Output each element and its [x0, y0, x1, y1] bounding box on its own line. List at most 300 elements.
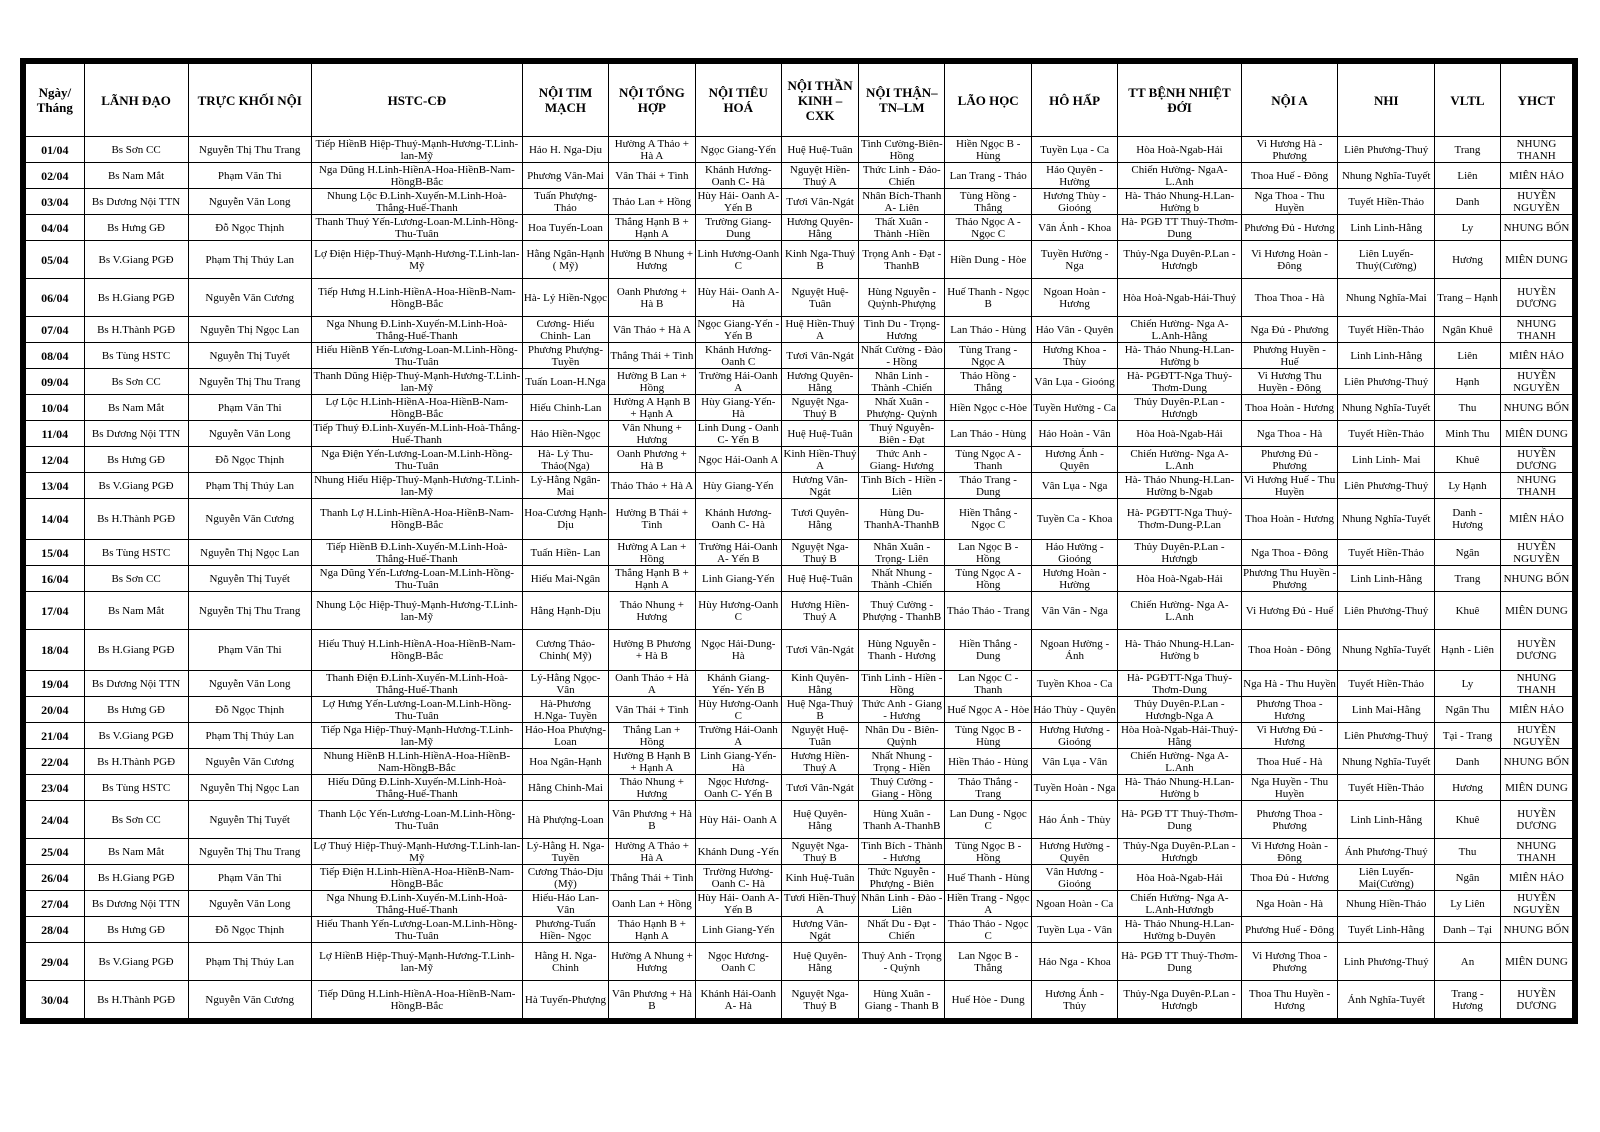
table-cell: Bs V.Giang PGĐ — [84, 723, 188, 749]
column-header: HÔ HẤP — [1031, 64, 1117, 137]
table-cell: Chiến Hường- Nga A-L.Anh-Hươngb — [1118, 891, 1241, 917]
table-cell: Nhung HiềnB H.Linh-HiềnA-Hoa-HiềnB-Nam-HồngB-Bắc — [311, 749, 522, 775]
table-cell: Hòa Hoà-Ngab-Hải-Thuý — [1118, 279, 1241, 317]
table-cell: Nhung Nghĩa-Tuyết — [1338, 395, 1435, 421]
table-cell: Bs H.Giang PGĐ — [84, 865, 188, 891]
table-cell: Hà-Phương H.Nga- Tuyền — [522, 697, 608, 723]
table-cell: Nguyễn Văn Cương — [188, 279, 311, 317]
table-cell: Thảo Nhung + Hương — [609, 592, 695, 630]
table-cell: Phạm Thị Thúy Lan — [188, 943, 311, 981]
table-cell: Thanh Lộc Yến-Lương-Loan-M.Linh-Hồng-Thu-Tuân — [311, 801, 522, 839]
table-cell: Bs Dương Nội TTN — [84, 671, 188, 697]
table-cell: Bs V.Giang PGĐ — [84, 473, 188, 499]
table-cell: Vân Thái + Tình — [609, 163, 695, 189]
table-cell: Hiếu HiềnB Yến-Lương-Loan-M.Linh-Hồng-Thu-Tuân — [311, 343, 522, 369]
table-cell: Ly — [1435, 671, 1501, 697]
column-header: HSTC-CĐ — [311, 64, 522, 137]
table-row — [26, 981, 1573, 1019]
table-cell: Danh — [1435, 749, 1501, 775]
table-cell: Nhất Du - Đạt - Chiến — [859, 917, 945, 943]
table-row — [26, 943, 1573, 981]
table-cell: Tùng Trang - Ngọc A — [945, 343, 1031, 369]
table-cell: Hằng Ngân-Hạnh ( Mỹ) — [522, 241, 608, 279]
table-cell: Bs Sơn CC — [84, 801, 188, 839]
table-cell: Nhất Xuân - Phượng- Quỳnh — [859, 395, 945, 421]
column-header: NỘI TỔNG HỢP — [609, 64, 695, 137]
table-cell: Thức Anh - Giang - Hương — [859, 697, 945, 723]
table-cell: Hùy Giang-Yến — [695, 473, 781, 499]
table-cell: Vi Hương Thu Huyền - Đông — [1241, 369, 1338, 395]
table-cell: Hảo Vân - Quyên — [1031, 317, 1117, 343]
table-cell: NHUNG THANH — [1500, 671, 1572, 697]
table-cell: Nguyễn Thị Thu Trang — [188, 592, 311, 630]
table-cell: Chiến Hường- Nga A-L.Anh — [1118, 592, 1241, 630]
table-cell: Thảo Lan + Hồng — [609, 189, 695, 215]
table-cell: Lan Thảo - Hùng — [945, 317, 1031, 343]
table-cell: Ngân Khuê — [1435, 317, 1501, 343]
table-cell: Thủy Duyên-P.Lan - Hươngb — [1118, 395, 1241, 421]
table-cell: Tươi Vân-Ngát — [781, 189, 858, 215]
table-cell: Thanh Thuý Yến-Lương-Loan-M.Linh-Hồng-Thu-Tuân — [311, 215, 522, 241]
table-cell: Bs Sơn CC — [84, 566, 188, 592]
table-cell: Nguyễn Văn Cương — [188, 749, 311, 775]
table-cell: Lý-Hằng Ngân-Mai — [522, 473, 608, 499]
table-cell: Hòa Hoà-Ngab-Hải — [1118, 137, 1241, 163]
table-cell: Ly Hạnh — [1435, 473, 1501, 499]
table-cell: Nhân Linh - Thành -Chiến — [859, 369, 945, 395]
table-cell: Hùng Nguyễn - Thanh - Hương — [859, 630, 945, 671]
table-cell: Nga Nhung Đ.Linh-Xuyến-M.Linh-Hoà-Thắng-Huế-Thanh — [311, 891, 522, 917]
table-cell: Liên Luyến-Thuý(Cường) — [1338, 241, 1435, 279]
table-cell: Đỗ Ngọc Thịnh — [188, 917, 311, 943]
table-row — [26, 891, 1573, 917]
table-cell: Nguyễn Văn Long — [188, 671, 311, 697]
table-cell: Hiếu-Hảo Lan-Vân — [522, 891, 608, 917]
date-cell: 25/04 — [26, 839, 85, 865]
table-cell: Tiếp Thuý Đ.Linh-Xuyến-M.Linh-Hoà-Thắng-Huế-Thanh — [313, 421, 521, 446]
table-cell: Hùy Hương-Oanh C — [695, 697, 781, 723]
table-cell: NHUNG THANH — [1500, 473, 1572, 499]
column-header: TT BỆNH NHIỆT ĐỚI — [1118, 64, 1241, 137]
table-cell: Hà- Thảo Nhung-H.Lan-Hường b-Duyên — [1118, 917, 1241, 943]
table-cell: Bs Dương Nội TTN — [84, 189, 188, 215]
table-cell: Khuê — [1435, 592, 1501, 630]
table-cell: Thu — [1435, 395, 1501, 421]
table-cell: Bs V.Giang PGĐ — [84, 943, 188, 981]
table-cell: Nhân Du - Biên- Quỳnh — [859, 723, 945, 749]
table-cell: Nguyệt Huệ-Tuân — [781, 723, 858, 749]
table-cell: Nga Thoa - Hà — [1241, 421, 1338, 447]
table-cell: Tuyền Khoa - Ca — [1031, 671, 1117, 697]
table-cell: Linh Giang-Yến- Hà — [695, 749, 781, 775]
table-cell: HUYỀN NGUYỀN — [1500, 723, 1572, 749]
table-cell: Cương Thảo-Dịu (Mỹ) — [522, 865, 608, 891]
table-cell: Phạm Thị Thúy Lan — [188, 473, 311, 499]
table-cell: Trọng Anh - Đạt - ThanhB — [859, 241, 945, 279]
table-cell: MIÊN HẢO — [1500, 499, 1572, 540]
table-cell: Hảo Nga - Khoa — [1031, 943, 1117, 981]
table-cell: HUYỀN DƯƠNG — [1500, 630, 1572, 671]
table-cell: Thủy-Nga Duyên-P.Lan - Hươngb — [1118, 981, 1241, 1019]
table-cell: Thủy Duyên-P.Lan - Hươngb-Nga A — [1118, 697, 1241, 723]
table-cell: Vi Hương Hà - Phương — [1241, 137, 1338, 163]
table-cell: Kinh Huệ-Tuân — [781, 865, 858, 891]
date-cell: 28/04 — [26, 917, 85, 943]
table-cell: Nguyễn Thị Thu Trang — [188, 839, 311, 865]
table-cell: Hương Vân-Ngát — [781, 917, 858, 943]
table-cell: Hiếu Chinh-Lan — [522, 395, 608, 421]
table-cell: Khánh Hương-Oanh C- Hà — [695, 163, 781, 189]
table-cell: HUYỀN DƯƠNG — [1500, 981, 1572, 1019]
table-row — [26, 343, 1573, 369]
table-cell: Khánh Hải-Oanh A- Hà — [695, 981, 781, 1019]
table-cell: Hương Quyên- Hằng — [781, 215, 858, 241]
table-cell: Phạm Thị Thúy Lan — [188, 241, 311, 279]
table-cell: Nguyễn Thị Tuyết — [188, 566, 311, 592]
table-cell: Liên Phương-Thuý — [1338, 592, 1435, 630]
table-cell: Hương Khoa - Thùy — [1031, 343, 1117, 369]
table-cell: Huế Hòe - Dung — [945, 981, 1031, 1019]
table-cell: Huế Thanh - Hùng — [945, 865, 1031, 891]
table-cell: Thắng Thái + Tình — [609, 865, 695, 891]
table-cell: Oanh Phương + Hà B — [609, 279, 695, 317]
table-cell: Phương Huyền - Huế — [1241, 343, 1338, 369]
table-row — [26, 775, 1573, 801]
date-cell: 01/04 — [26, 137, 85, 163]
table-cell: Thảo Hồng - Thắng — [945, 369, 1031, 395]
table-cell: Huế Ngọc A - Hòe — [945, 697, 1031, 723]
table-cell: Thức Linh - Đảo- Chiến — [859, 163, 945, 189]
table-cell: Tuyết Linh-Hằng — [1338, 917, 1435, 943]
table-row — [26, 839, 1573, 865]
table-cell: Trường Hải-Oanh A- Yến B — [695, 540, 781, 566]
table-cell: Hương Hiền-Thuý A — [781, 749, 858, 775]
table-cell: Chiến Hường- Nga A-L.Anh-Hằng — [1118, 317, 1241, 343]
table-cell: Bs H.Giang PGĐ — [84, 279, 188, 317]
table-cell: Vân Lụa - Nga — [1031, 473, 1117, 499]
table-cell: Bs Tùng HSTC — [84, 540, 188, 566]
table-cell: Nguyễn Thị Ngọc Lan — [188, 775, 311, 801]
table-cell: Tình Bích - Hiền - Liên — [859, 473, 945, 499]
date-cell: 18/04 — [26, 630, 85, 671]
table-cell: Hương Ánh - Thủy — [1031, 981, 1117, 1019]
table-cell: Hoa Ngân-Hạnh — [522, 749, 608, 775]
table-cell: Hương — [1435, 775, 1501, 801]
table-cell: Hiếu Mai-Ngân — [522, 566, 608, 592]
table-cell: Ly — [1435, 215, 1501, 241]
table-cell: Tùng Ngọc A - Hồng — [945, 566, 1031, 592]
table-cell: Lý-Hằng Ngọc-Vân — [522, 671, 608, 697]
table-cell: Ngọc Hương-Oanh C — [695, 943, 781, 981]
table-cell: Lợ HiềnB Hiệp-Thuý-Mạnh-Hương-T.Linh-lan-Mỹ — [311, 943, 522, 981]
table-cell: Hảo-Hoa Phượng- Loan — [522, 723, 608, 749]
table-cell: Lan Ngọc B - Thắng — [945, 943, 1031, 981]
date-cell: 07/04 — [26, 317, 85, 343]
table-cell: Hà- PGĐ TT Thuỷ-Thơm-Dung — [1118, 801, 1241, 839]
table-cell: Vân Phương + Hà B — [609, 801, 695, 839]
table-cell: Vân Lụa - Vân — [1031, 749, 1117, 775]
table-cell: Hường A Lan + Hồng — [609, 540, 695, 566]
table-row — [26, 137, 1573, 163]
table-cell: Thoa Huế - Đông — [1241, 163, 1338, 189]
table-cell: Hà- Thảo Nhung-H.Lan-Hường b — [1118, 775, 1241, 801]
table-cell: Hiền Thắng - Ngọc C — [945, 499, 1031, 540]
table-cell: Ngoan Hoàn - Ca — [1031, 891, 1117, 917]
table-cell: Tuyền Hường - Nga — [1031, 241, 1117, 279]
table-cell: HUYỀN DƯƠNG — [1500, 447, 1572, 473]
table-cell: Trường Giang-Dung — [695, 215, 781, 241]
table-cell: HUYỀN NGUYỀN — [1500, 891, 1572, 917]
table-cell: Bs Hưng GĐ — [84, 917, 188, 943]
table-cell: Hằng Chinh-Mai — [522, 775, 608, 801]
table-cell: Thắng Hạnh B + Hạnh A — [609, 566, 695, 592]
table-cell: NHUNG BỐN — [1500, 917, 1572, 943]
table-cell: Lợ Điện Hiệp-Thuý-Mạnh-Hương-T.Linh-lan-Mỹ — [311, 241, 522, 279]
table-cell: Lan Ngọc B - Hồng — [945, 540, 1031, 566]
table-cell: Hà- PGĐTT-Nga Thuỷ-Thơm-Dung-P.Lan — [1118, 499, 1241, 540]
table-cell: Vi Hương Huế - Thu Huyền — [1241, 473, 1338, 499]
table-cell: Nguyệt Hiền-Thuý A — [781, 163, 858, 189]
table-cell: Huệ Huệ-Tuân — [781, 137, 858, 163]
table-cell: Hà- Thảo Nhung-H.Lan-Hường b — [1118, 343, 1241, 369]
table-cell: Huệ Hiền-Thuý A — [781, 317, 858, 343]
table-cell: Ngọc Giang-Yến — [695, 137, 781, 163]
table-cell: Hà- PGĐTT-Nga Thuỷ-Thơm-Dung — [1118, 671, 1241, 697]
table-cell: Liên Phương-Thuý — [1338, 369, 1435, 395]
table-cell: HUYỀN NGUYỀN — [1500, 369, 1572, 395]
table-cell: Thoa Thoa - Hà — [1241, 279, 1338, 317]
date-cell: 20/04 — [26, 697, 85, 723]
table-cell: Bs H.Thành PGĐ — [84, 499, 188, 540]
table-cell: Hiếu Thuý H.Linh-HiềnA-Hoa-HiềnB-Nam-HồngB-Bắc — [311, 630, 522, 671]
table-cell: Danh - Hương — [1435, 499, 1501, 540]
table-cell: Đỗ Ngọc Thịnh — [188, 215, 311, 241]
table-cell: Thắng Lan + Hồng — [609, 723, 695, 749]
table-cell: Hòa Hoà-Ngab-Hải — [1118, 566, 1241, 592]
table-cell: Bs Hưng GĐ — [84, 697, 188, 723]
table-cell: Thủy-Nga Duyên-P.Lan - Hươngb — [1118, 839, 1241, 865]
table-row — [26, 163, 1573, 189]
table-cell: Linh Dung - Oanh C- Yến B — [695, 421, 781, 447]
table-cell: Kinh Hiền-Thuý A — [781, 447, 858, 473]
table-cell: Bs Nam Mắt — [84, 163, 188, 189]
table-cell: Trường Hải-Oanh A — [695, 369, 781, 395]
table-cell: HUYỀN NGUYỀN — [1500, 540, 1572, 566]
date-cell: 17/04 — [26, 592, 85, 630]
header-row — [26, 64, 1573, 137]
table-cell: Bs Nam Mắt — [84, 395, 188, 421]
table-row — [26, 447, 1573, 473]
table-row — [26, 421, 1573, 447]
table-cell: Tuyết Hiền-Thảo — [1338, 671, 1435, 697]
table-cell: Huế Thanh - Ngọc B — [945, 279, 1031, 317]
table-cell: Nga Hà - Thu Huyền — [1241, 671, 1338, 697]
date-cell: 22/04 — [26, 749, 85, 775]
table-cell: NHUNG THANH — [1500, 137, 1572, 163]
date-cell: 24/04 — [26, 801, 85, 839]
table-cell: Thảo Ngọc A - Ngọc C — [945, 215, 1031, 241]
table-row — [26, 499, 1573, 540]
table-cell: Huệ Quyên-Hằng — [781, 943, 858, 981]
table-cell: Liên — [1435, 163, 1501, 189]
table-cell: Nguyệt Nga-Thuý B — [781, 839, 858, 865]
table-cell: Danh – Tại — [1435, 917, 1501, 943]
table-cell: Khánh Dung -Yến — [695, 839, 781, 865]
table-cell: Hường B Phương + Hà B — [609, 630, 695, 671]
table-cell: Chiến Hường- Nga A-L.Anh — [1118, 447, 1241, 473]
table-cell: Phạm Văn Thi — [188, 163, 311, 189]
table-cell: Khuê — [1435, 447, 1501, 473]
table-cell: Thảo Thảo + Hà A — [609, 473, 695, 499]
table-cell: Hùng Xuân - Thanh A-ThanhB — [859, 801, 945, 839]
table-cell: Linh Hương-Oanh C — [695, 241, 781, 279]
date-cell: 08/04 — [26, 343, 85, 369]
table-cell: Vi Hương Đủ - Huế — [1241, 592, 1338, 630]
table-cell: Nguyễn Văn Cương — [188, 981, 311, 1019]
table-cell: Phương-Tuấn Hiền- Ngọc — [522, 917, 608, 943]
table-row — [26, 723, 1573, 749]
table-cell: Thuý Nguyễn-Biên - Đạt — [859, 421, 945, 447]
table-cell: Lý-Hằng H. Nga- Tuyền — [522, 839, 608, 865]
table-cell: Hường A Thảo + Hà A — [609, 137, 695, 163]
table-cell: Bs H.Thành PGĐ — [84, 317, 188, 343]
table-row — [26, 395, 1573, 421]
table-cell: Hiền Thảo - Hùng — [945, 749, 1031, 775]
table-cell: Thắng Thái + Tình — [609, 343, 695, 369]
table-cell: MIÊN DUNG — [1500, 775, 1572, 801]
table-cell: HUYỀN DƯƠNG — [1500, 279, 1572, 317]
column-header: LÃO HỌC — [945, 64, 1031, 137]
table-cell: Hùng Nguyễn - Quỳnh-Phượng — [859, 279, 945, 317]
table-cell: Hà- Lý Thu-Thảo(Nga) — [522, 447, 608, 473]
table-cell: Hường A Hạnh B + Hạnh A — [609, 395, 695, 421]
table-cell: Kinh Nga-Thuý B — [781, 241, 858, 279]
table-cell: Cương- Hiếu Chinh- Lan — [522, 317, 608, 343]
table-cell: Huệ Huệ-Tuân — [781, 566, 858, 592]
table-row — [26, 566, 1573, 592]
table-cell: Lợ Thuý Hiệp-Thuý-Mạnh-Hương-T.Linh-lan-Mỹ — [313, 839, 521, 864]
table-cell: Nguyệt Nga-Thuý B — [781, 540, 858, 566]
date-cell: 13/04 — [26, 473, 85, 499]
table-cell: Bs Nam Mắt — [84, 592, 188, 630]
table-cell: Vi Hương Thoa - Phương — [1241, 943, 1338, 981]
table-cell: Hùng Xuân - Giang - Thanh B — [859, 981, 945, 1019]
table-cell: Tùng Ngọc B - Hồng — [945, 839, 1031, 865]
table-cell: Nhân Xuân - Trọng- Liên — [859, 540, 945, 566]
table-cell: Tuyền Lụa - Vân — [1031, 917, 1117, 943]
table-cell: Nga Thoa - Thu Huyền — [1241, 189, 1338, 215]
table-cell: Thanh Lợ H.Linh-HiềnA-Hoa-HiềnB-Nam-HồngB-Bắc — [311, 499, 522, 540]
table-cell: Huệ Nga-Thuý B — [781, 697, 858, 723]
table-cell: Hường A Nhung + Hương — [609, 943, 695, 981]
table-cell: Tuyết Hiền-Thảo — [1338, 540, 1435, 566]
table-cell: Tiếp Dũng H.Linh-HiềnA-Hoa-HiềnB-Nam-HồngB-Bắc — [311, 981, 522, 1019]
column-header: NỘI TIM MẠCH — [522, 64, 608, 137]
table-cell: Bs Dương Nội TTN — [84, 421, 188, 447]
table-cell: Tình Du - Trọng- Hương — [859, 317, 945, 343]
table-cell: NHUNG THANH — [1500, 317, 1572, 343]
table-cell: Tùng Ngọc B - Hùng — [945, 723, 1031, 749]
table-cell: Ngoan Hoàn - Hương — [1031, 279, 1117, 317]
table-cell: Hiền Trang - Ngọc A — [946, 891, 1030, 916]
table-cell: Vi Hương Đủ - Hương — [1241, 723, 1338, 749]
table-cell: Tươi Hiền-Thuý A — [781, 891, 858, 917]
table-cell: Thảo Thắng - Trang — [945, 775, 1031, 801]
table-cell: MIÊN DUNG — [1500, 421, 1572, 447]
table-cell: Nhung Lộc Đ.Linh-Xuyến-M.Linh-Hoà-Thắng-Huế-Thanh — [311, 189, 522, 215]
table-cell: Tươi Vân-Ngát — [781, 343, 858, 369]
table-cell: Nhất Cường - Đào - Hồng — [859, 343, 945, 369]
table-cell: Cương Thảo-Chinh( Mỹ) — [522, 630, 608, 671]
table-cell: Phương Huế - Đông — [1241, 917, 1338, 943]
table-cell: Tuyết Hiền-Thảo — [1338, 421, 1435, 447]
table-cell: Nga Huyền - Thu Huyền — [1241, 775, 1338, 801]
table-cell: Tùng Ngọc A - Thanh — [945, 447, 1031, 473]
date-cell: 05/04 — [26, 241, 85, 279]
table-cell: Nga Hoàn - Hà — [1241, 891, 1338, 917]
table-cell: MIÊN HẢO — [1500, 343, 1572, 369]
table-cell: Nhung Nghĩa-Tuyết — [1338, 630, 1435, 671]
table-cell: Vân Thảo + Hà A — [609, 317, 695, 343]
table-cell: Liên Phương-Thuý — [1338, 473, 1435, 499]
table-cell: Hà- PGĐ TT Thuỷ-Thơm-Dung — [1118, 943, 1241, 981]
table-cell: Hảo H. Nga-Dịu — [522, 137, 608, 163]
table-cell: Oanh Lan + Hồng — [609, 891, 695, 917]
table-cell: Phương Thu Huyền - Phương — [1242, 566, 1337, 591]
table-cell: Khánh Hương-Oanh C — [695, 343, 781, 369]
table-cell: NHUNG BỐN — [1500, 749, 1572, 775]
roster-body — [26, 137, 1573, 1019]
date-cell: 26/04 — [26, 865, 85, 891]
table-row — [26, 671, 1573, 697]
table-cell: Linh Giang-Yến — [695, 917, 781, 943]
table-cell: HUYỀN NGUYỀN — [1500, 189, 1572, 215]
table-cell: Hường B Nhung + Hương — [609, 241, 695, 279]
table-row — [26, 279, 1573, 317]
column-header: LÃNH ĐẠO — [84, 64, 188, 137]
column-header: TRỰC KHỐI NỘI — [188, 64, 311, 137]
table-cell: MIÊN DUNG — [1500, 943, 1572, 981]
table-cell: Huệ Huệ-Tuân — [781, 421, 858, 447]
table-row — [26, 749, 1573, 775]
table-cell: Lan Dung - Ngọc C — [945, 801, 1031, 839]
table-row — [26, 801, 1573, 839]
table-cell: Liên — [1435, 343, 1501, 369]
table-cell: Hương Thùy - Gioóng — [1031, 189, 1117, 215]
table-cell: Thanh Điện Đ.Linh-Xuyến-M.Linh-Hoà-Thắng-Huế-Thanh — [311, 671, 522, 697]
date-cell: 11/04 — [26, 421, 85, 447]
table-cell: Ngân Thu — [1435, 697, 1501, 723]
table-cell: Thắng Hạnh B + Hạnh A — [609, 215, 695, 241]
table-cell: Nhung Nghĩa-Tuyết — [1338, 499, 1435, 540]
table-cell: Vân Ánh - Khoa — [1031, 215, 1117, 241]
table-cell: Hương Hiền-Thuý A — [781, 592, 858, 630]
table-cell: Đỗ Ngọc Thịnh — [188, 447, 311, 473]
table-cell: Tuấn Phượng-Thảo — [522, 189, 608, 215]
table-cell: Nhân Linh - Đào - Liên — [859, 891, 945, 917]
table-cell: Nga Thoa - Đông — [1241, 540, 1338, 566]
date-cell: 21/04 — [26, 723, 85, 749]
table-cell: Thức Nguyễn - Phượng - Biên — [859, 865, 945, 891]
date-cell: 15/04 — [26, 540, 85, 566]
table-cell: Hòa Hoà-Ngab-Hải — [1118, 421, 1241, 447]
column-header: YHCT — [1500, 64, 1572, 137]
table-cell: Hường A Thảo + Hà A — [609, 839, 695, 865]
table-cell: Thoa Đủ - Hương — [1241, 865, 1338, 891]
table-cell: Oanh Thảo + Hà A — [609, 671, 695, 697]
table-cell: Nga Đủ - Phương — [1241, 317, 1338, 343]
table-cell: Tuyền Lụa - Ca — [1031, 137, 1117, 163]
